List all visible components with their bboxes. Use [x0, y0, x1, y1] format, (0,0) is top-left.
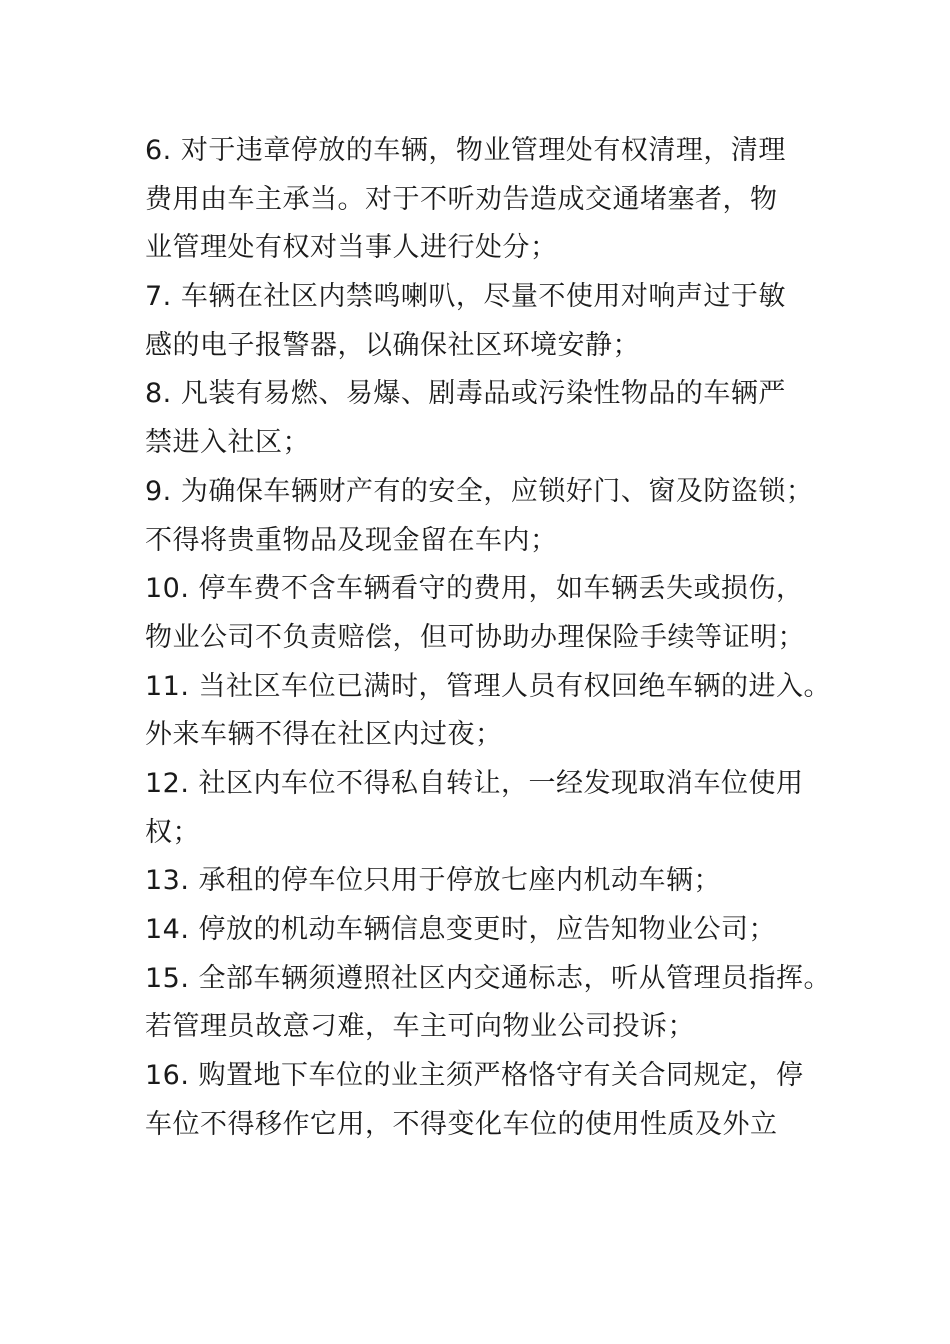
- text-line: 若管理员故意刁难，车主可向物业公司投诉；: [145, 1011, 695, 1043]
- text-line: 10. 停车费不含车辆看守的费用，如车辆丢失或损伤，: [145, 573, 804, 605]
- text-line: 感的电子报警器，以确保社区环境安静；: [145, 329, 640, 361]
- text-line: 费用由车主承当。对于不听劝告造成交通堵塞者，物: [145, 183, 778, 215]
- text-line: 13. 承租的停车位只用于停放七座内机动车辆；: [145, 865, 722, 897]
- text-line: 12. 社区内车位不得私自转让，一经发现取消车位使用: [145, 767, 804, 799]
- text-line: 15. 全部车辆须遵照社区内交通标志，听从管理员指挥。: [145, 962, 832, 994]
- text-line: 权；: [145, 816, 200, 848]
- text-line: 禁进入社区；: [145, 427, 310, 459]
- text-line: 9. 为确保车辆财产有的安全，应锁好门、窗及防盗锁；: [145, 475, 814, 507]
- text-line: 物业公司不负责赔偿，但可协助办理保险手续等证明；: [145, 621, 805, 653]
- text-line: 6. 对于违章停放的车辆，物业管理处有权清理，清理: [145, 135, 786, 166]
- text-line: 14. 停放的机动车辆信息变更时，应告知物业公司；: [145, 914, 777, 945]
- text-line: 11. 当社区车位已满时，管理人员有权回绝车辆的进入。: [145, 670, 832, 702]
- text-line: 车位不得移作它用，不得变化车位的使用性质及外立: [145, 1108, 778, 1140]
- text-line: 16. 购置地下车位的业主须严格恪守有关合同规定，停: [145, 1060, 804, 1092]
- text-line: 8. 凡装有易燃、易爆、剧毒品或污染性物品的车辆严: [145, 378, 786, 410]
- text-line: 外来车辆不得在社区内过夜；: [145, 719, 503, 751]
- text-line: 业管理处有权对当事人进行处分；: [145, 232, 558, 264]
- text-line: 7. 车辆在社区内禁鸣喇叭，尽量不使用对响声过于敏: [145, 281, 786, 313]
- document-body: [145, 127, 835, 1149]
- text-line: 不得将贵重物品及现金留在车内；: [145, 524, 558, 556]
